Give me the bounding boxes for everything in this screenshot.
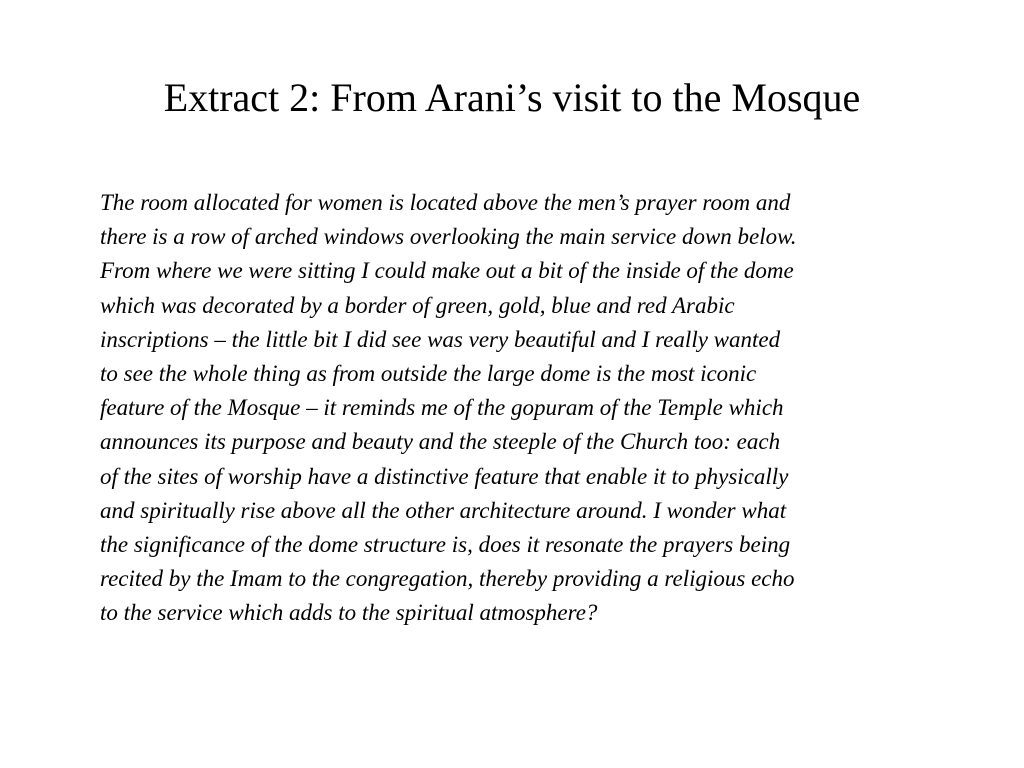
paragraph-line: which was decorated by a border of green, gold, blue and red Arabic (100, 292, 735, 318)
paragraph-line: there is a row of arched windows overlooking the main service down below. (100, 224, 797, 250)
paragraph-line: the significance of the dome structure is, does it resonate the prayers being (100, 532, 791, 558)
paragraph-line: and spiritually rise above all the other architecture around. I wonder what (100, 497, 787, 523)
paragraph-line: From where we were sitting I could make out a bit of the inside of the dome (100, 258, 794, 284)
extract-paragraph (100, 186, 980, 631)
paragraph-line: The room allocated for women is located above the men’s prayer room and (100, 190, 791, 215)
paragraph-line: announces its purpose and beauty and the steeple of the Church too: each (100, 429, 781, 455)
paragraph-line: recited by the Imam to the congregation, thereby providing a religious echo (100, 566, 795, 592)
paragraph-line: of the sites of worship have a distinctive feature that enable it to physically (100, 463, 789, 489)
paragraph-line: inscriptions – the little bit I did see was very beautiful and I really wanted (100, 326, 781, 352)
paragraph-line: feature of the Mosque – it reminds me of the gopuram of the Temple which (100, 395, 784, 421)
paragraph-line: to see the whole thing as from outside the large dome is the most iconic (100, 361, 757, 387)
slide-title: Extract 2: From Arani’s visit to the Mosque (163, 75, 861, 120)
paragraph-line: to the service which adds to the spiritual atmosphere? (100, 600, 598, 626)
